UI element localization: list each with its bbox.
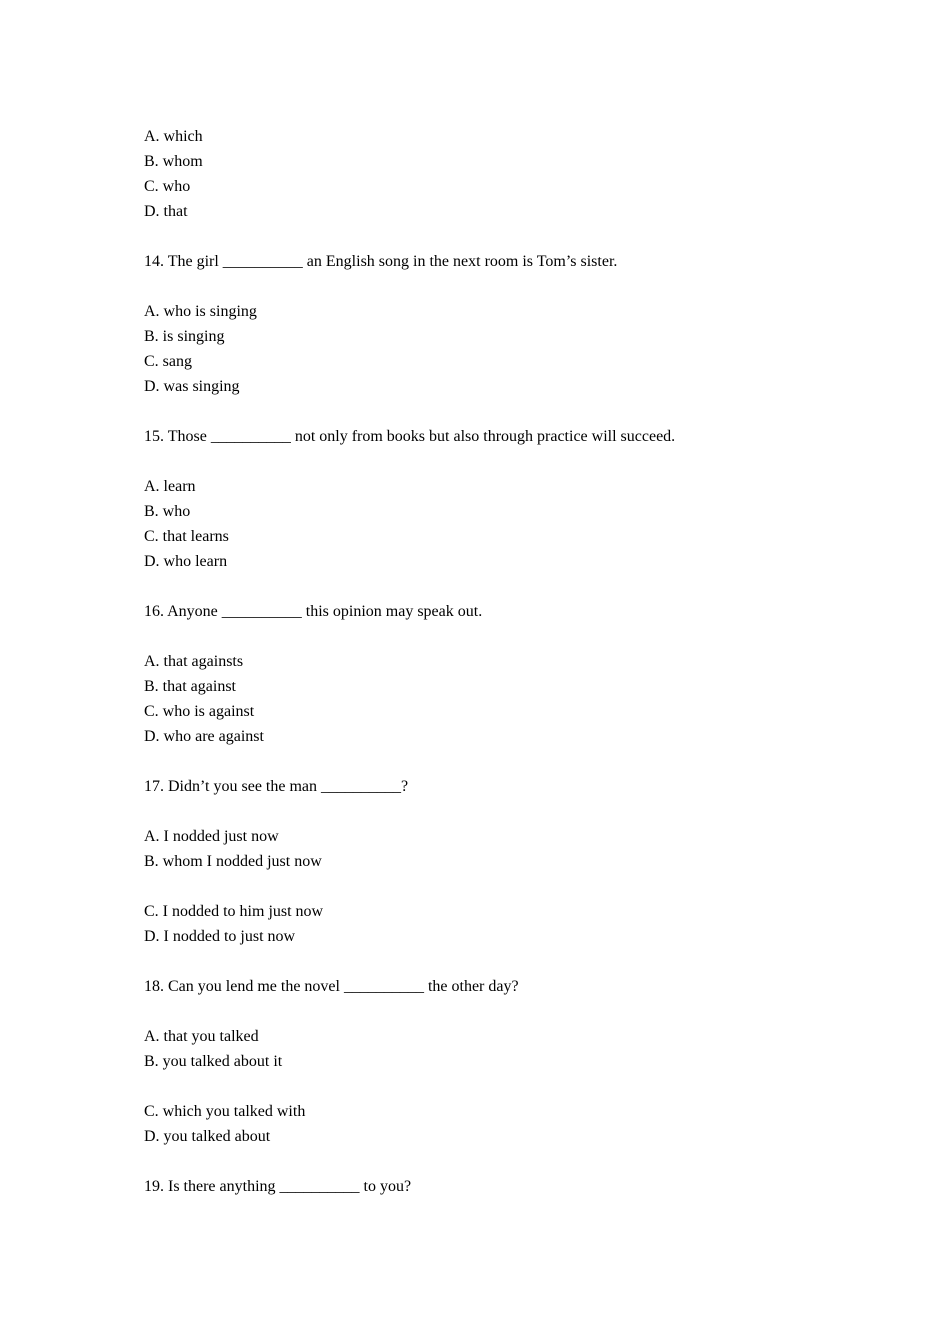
question-prompt: 14. The girl __________ an English song in the next room is Tom’s sister. [144,253,618,270]
option-group [144,1099,844,1149]
option-b: B. you talked about it [144,1053,283,1070]
option-d: D. who are against [144,728,264,745]
spacer [144,874,844,899]
option-a: A. that you talked [144,1028,259,1045]
spacer [144,449,844,474]
option-a: A. which [144,128,203,145]
option-a: A. that againsts [144,653,244,670]
option-group [144,824,844,874]
option-b: B. whom I nodded just now [144,853,322,870]
spacer [144,999,844,1024]
spacer [144,1074,844,1099]
option-c: C. I nodded to him just now [144,903,324,920]
spacer [144,624,844,649]
option-a: A. who is singing [144,303,257,320]
option-group [144,124,844,224]
option-b: B. who [144,503,191,520]
option-d: D. I nodded to just now [144,928,296,945]
option-a: A. learn [144,478,196,495]
spacer [144,274,844,299]
option-group [144,474,844,574]
question-prompt: 18. Can you lend me the novel __________ the other day? [144,978,519,995]
option-b: B. whom [144,153,203,170]
question-prompt: 16. Anyone __________ this opinion may speak out. [144,603,483,620]
option-c: C. who [144,178,191,195]
option-b: B. that against [144,678,236,695]
option-a: A. I nodded just now [144,828,279,845]
spacer [144,799,844,824]
spacer [144,949,844,974]
question-prompt: 19. Is there anything __________ to you? [144,1178,412,1195]
option-c: C. sang [144,353,192,370]
option-c: C. who is against [144,703,255,720]
option-c: C. that learns [144,528,229,545]
option-group [144,1024,844,1074]
option-group [144,899,844,949]
option-b: B. is singing [144,328,225,345]
spacer [144,574,844,599]
option-group [144,649,844,749]
question-prompt: 17. Didn’t you see the man __________? [144,778,409,795]
option-d: D. who learn [144,553,228,570]
question-prompt: 15. Those __________ not only from books but also through practice will succeed. [144,428,676,445]
option-c: C. which you talked with [144,1103,306,1120]
option-d: D. that [144,203,188,220]
spacer [144,1149,844,1174]
option-group [144,299,844,399]
document-content [144,124,844,1199]
option-d: D. you talked about [144,1128,271,1145]
spacer [144,399,844,424]
spacer [144,224,844,249]
option-d: D. was singing [144,378,240,395]
spacer [144,749,844,774]
